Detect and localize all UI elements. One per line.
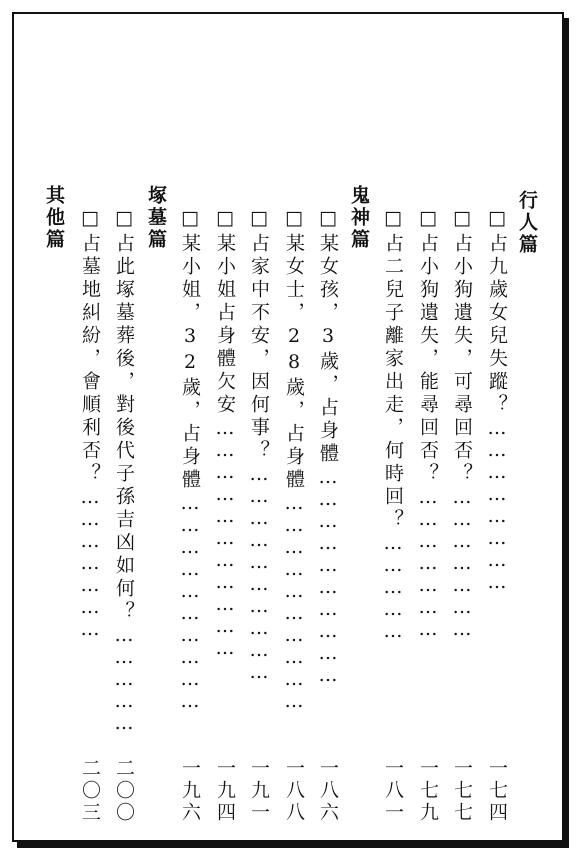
page-number: 二〇〇 — [113, 758, 135, 824]
toc-entry[interactable] — [215, 207, 234, 659]
leader-dots: ………………………… — [283, 492, 305, 712]
page-number: 一八一 — [382, 758, 404, 824]
entry-title: □某女士，28歲，占身體 — [283, 207, 305, 492]
page-number: 一八六 — [317, 758, 339, 824]
toc-entry[interactable] — [418, 207, 437, 640]
toc-entry[interactable] — [114, 207, 133, 734]
section-heading: 鬼神篇 — [348, 185, 370, 251]
page-number: 一九四 — [214, 758, 236, 824]
leader-dots: ………………… — [79, 486, 101, 640]
entry-title: □占家中不安，因何事？ — [248, 207, 270, 463]
toc-entry[interactable] — [284, 207, 303, 712]
entry-title: □占墓地糾紛，會順利否？ — [79, 207, 101, 486]
entry-title: □某女孩，3歲，占身體 — [317, 207, 339, 466]
toc-entry[interactable] — [249, 207, 268, 683]
entry-title: □占此塚墓葬後，對後代子孫吉凶如何？ — [113, 207, 135, 624]
page-number: 一九六 — [179, 758, 201, 824]
leader-dots: ………………………… — [317, 466, 339, 686]
leader-dots: …………… — [382, 532, 404, 642]
leader-dots: …………………………… — [214, 417, 236, 659]
leader-dots: …………… — [113, 624, 135, 734]
page-number: 二〇三 — [79, 758, 101, 824]
entry-title: □某小姐，32歲，占身體 — [179, 207, 201, 492]
section-heading: 其他篇 — [43, 185, 65, 251]
page-number: 一七九 — [417, 758, 439, 824]
toc-entry[interactable] — [383, 207, 402, 642]
page-number: 一八八 — [283, 758, 305, 824]
toc-entry[interactable] — [487, 207, 506, 593]
entry-title: □占二兒子離家出走，何時回？ — [382, 207, 404, 532]
leader-dots: ………………………… — [248, 463, 270, 683]
toc-entry[interactable] — [318, 207, 337, 686]
toc-entry[interactable] — [452, 207, 471, 640]
entry-title: □占小狗遺失，能尋回否？ — [417, 207, 439, 486]
leader-dots: …………………… — [486, 417, 508, 593]
leader-dots: ………………… — [451, 486, 473, 640]
entry-title: □某小姐占身體欠安 — [214, 207, 236, 417]
section-heading: 行人篇 — [516, 190, 538, 256]
entry-title: □占小狗遺失，可尋回否？ — [451, 207, 473, 486]
entry-title: □占九歲女兒失蹤？ — [486, 207, 508, 417]
leader-dots: ………………… — [417, 486, 439, 640]
page-number: 一九一 — [248, 758, 270, 824]
page-number: 一七四 — [486, 758, 508, 824]
section-heading: 塚墓篇 — [145, 185, 167, 251]
toc-entry[interactable] — [80, 207, 99, 640]
page-number: 一七七 — [451, 758, 473, 824]
leader-dots: ………………………… — [179, 492, 201, 712]
toc-entry[interactable] — [180, 207, 199, 712]
